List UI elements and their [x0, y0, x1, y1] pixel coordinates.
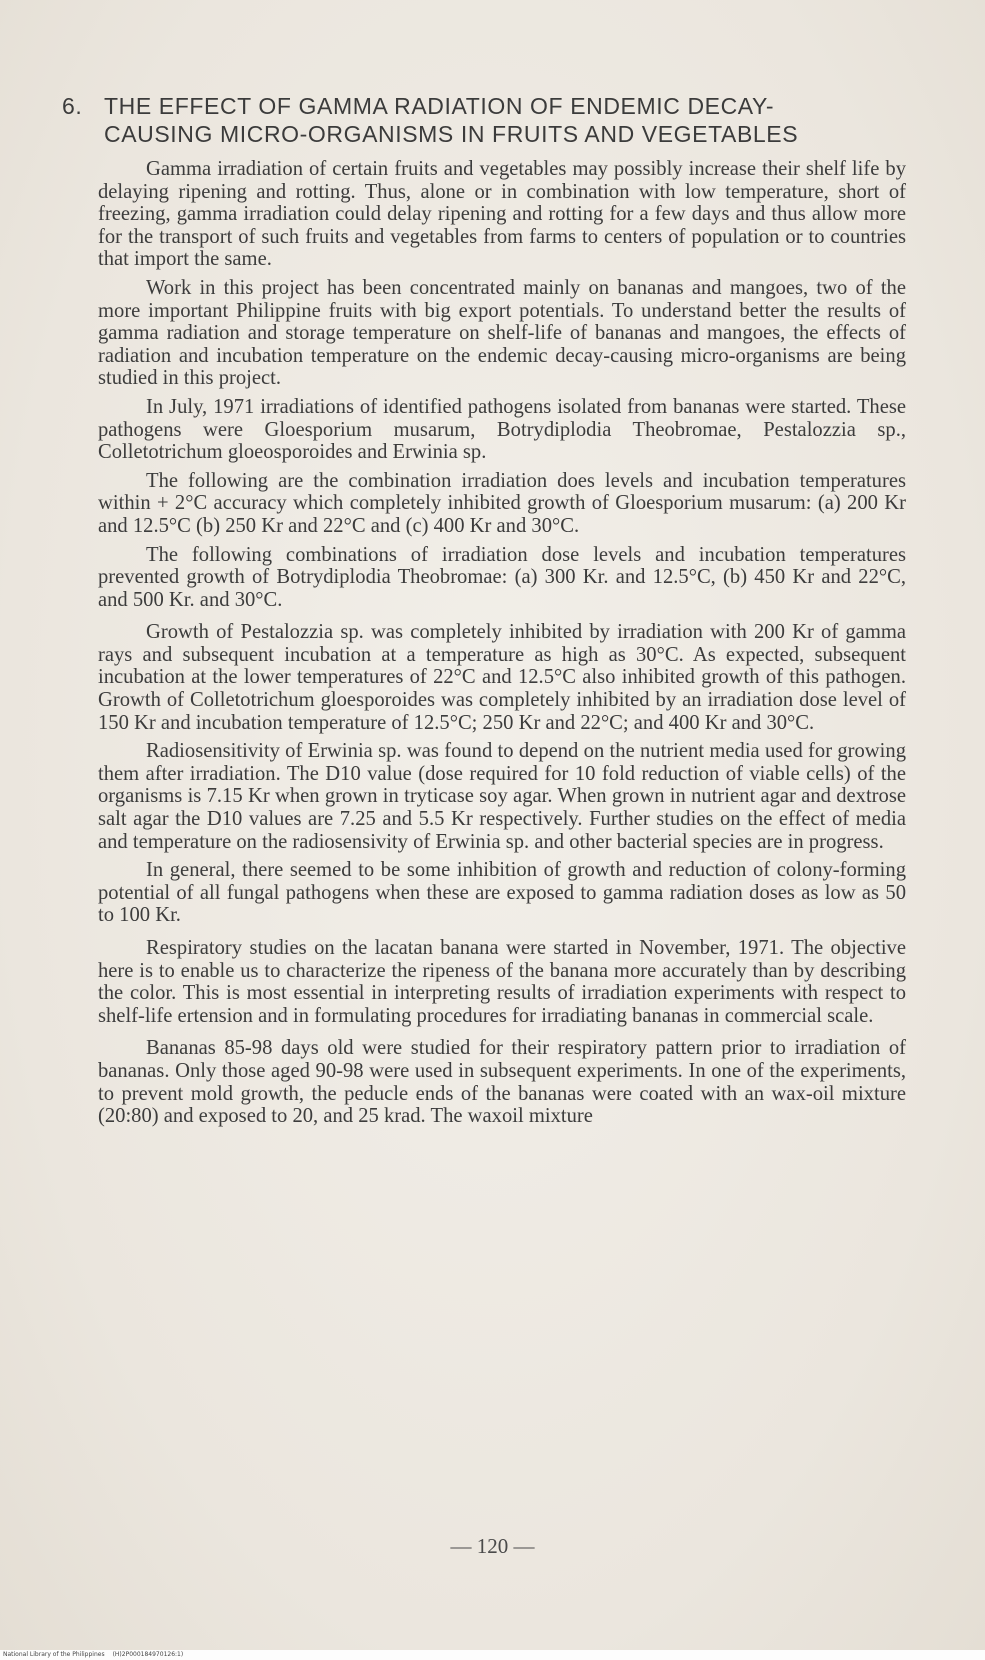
heading-line-2: CAUSING MICRO-ORGANISMS IN FRUITS AND VEGETABLES: [104, 121, 799, 147]
page-number: — 120 —: [450, 1534, 535, 1558]
paragraph-10: Bananas 85-98 days old were studied for their respiratory pattern prior to irradiation of bananas. Only those aged 90-98 were used in subsequent experiments. In one of the experiments, to prevent mold growth, the peducle ends of the bananas were coated with an wax-oil mixture (20:80) and exposed to 20, and 25 krad. The waxoil mixture: [98, 1037, 906, 1128]
footer-id: (H)2P000184970126:1): [112, 1651, 184, 1658]
paragraph-2: Work in this project has been concentrated mainly on bananas and mangoes, two of the more important Philippine fruits with big export potentials. To understand better the results of gamma radiation and storage temperature on shelf-life of bananas and mangoes, the effects of radiation and incubation temperature on the endemic decay-causing micro-organisms are being studied in this project.: [98, 276, 906, 390]
body-text: [98, 158, 906, 1134]
section-heading: [62, 92, 922, 148]
paragraph-7: Radiosensitivity of Erwinia sp. was found to depend on the nutrient media used for growing them after irradiation. The D10 value (dose required for 10 fold reduction of viable cells) of the organisms is 7.15 Kr when grown in tryticase soy agar. When grown in nutrient agar and dextrose salt agar the D10 values are 7.25 and 5.5 Kr respectively. Further studies on the effect of media and temperature on the radiosensivity of Erwinia sp. and other bacterial species are in progress.: [98, 740, 906, 853]
footer-source: National Library of the Philippines: [3, 1651, 105, 1658]
heading-line-1: THE EFFECT OF GAMMA RADIATION OF ENDEMIC DECAY-: [104, 93, 775, 119]
paragraph-5: The following combinations of irradiation dose levels and incubation temperatures prevented growth of Botrydiplodia Theobromae: (a) 300 Kr. and 12.5°C, (b) 450 Kr and 22°C, and 500 Kr. and 30°C.: [98, 543, 906, 611]
footer-note: [3, 1651, 183, 1659]
paragraph-1: Gamma irradiation of certain fruits and vegetables may possibly increase their shelf life by delaying ripening and rotting. Thus, alone or in combination with low temperature, short of freezing, gamma irradiation could delay ripening and rotting for a few days and thus allow more for the transport of such fruits and vegetables from farms to centers of population or to countries that import the same.: [98, 158, 906, 271]
paragraph-6: Growth of Pestalozzia sp. was completely inhibited by irradiation with 200 Kr of gamma rays and subsequent incubation at a temperature as high as 30°C. As expected, subsequent incubation at the lower temperatures of 22°C and 12.5°C also inhibited growth of this pathogen. Growth of Colletotrichum gloesporoides was completely inhibited by an irradiation dose level of 150 Kr and incubation temperature of 12.5°C; 250 Kr and 22°C; and 400 Kr and 30°C.: [98, 621, 906, 734]
paragraph-3: In July, 1971 irradiations of identified pathogens isolated from bananas were started. These pathogens were Gloesporium musarum, Botrydiplodia Theobromae, Pestalozzia sp., Colletotrichum gloeosporoides and Erwinia sp.: [98, 395, 906, 464]
paragraph-4: The following are the combination irradiation does levels and incubation temperatures within + 2°C accuracy which completely inhibited growth of Gloesporium musarum: (a) 200 Kr and 12.5°C (b) 250 Kr and 22°C and (c) 400 Kr and 30°C.: [98, 469, 906, 537]
paragraph-9: Respiratory studies on the lacatan banana were started in November, 1971. The objective here is to enable us to characterize the ripeness of the banana more accurately than by describing the color. This is most essential in interpreting results of irradiation experiments with respect to shelf-life ertension and in formulating procedures for irradiating bananas in commercial scale.: [98, 937, 906, 1027]
section-number: 6.: [62, 93, 83, 119]
paragraph-8: In general, there seemed to be some inhibition of growth and reduction of colony-forming potential of all fungal pathogens when these are exposed to gamma radiation doses as low as 50 to 100 Kr.: [98, 859, 906, 927]
